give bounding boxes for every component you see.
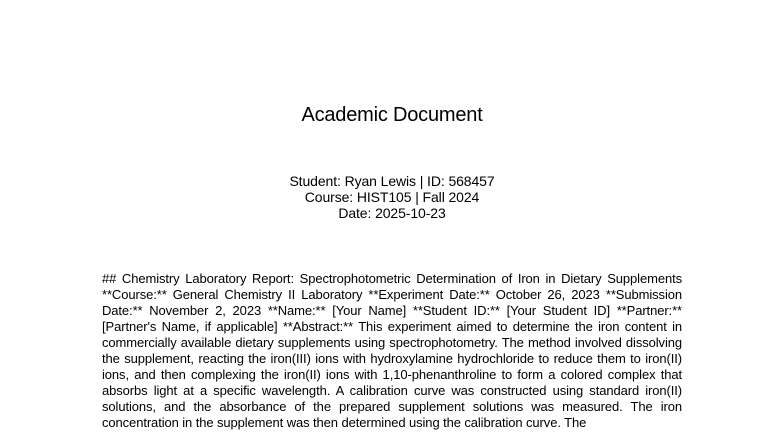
document-title: Academic Document [301, 104, 483, 126]
date-line: Date: 2025-10-23 [338, 205, 446, 221]
document-body: ## Chemistry Laboratory Report: Spectrophotometric Determination of Iron in Dietary Supplements **Course:** General Chemistry II Laboratory **Experiment Date:** October 26, 2023 **Submission Date:** November 2, 2023 **Name:** [Your Name] **Student ID:** [Your Student ID] **Partner:** [Partner's Name, if applicable] **Abstract:** This experiment aimed to determine the iron content in commercially available dietary supplements using spectrophotometry. The method involved dissolving the supplement, reacting the iron(III) ions with hydroxylamine hydrochloride to reduce them to iron(II) ions, and then complexing the iron(II) ions with 1,10-phenanthroline to form a colored complex that absorbs light at a specific wavelength. A calibration curve was constructed using standard iron(II) solutions, and the absorbance of the prepared supplement solutions was measured. The iron concentration in the supplement was then determined using the calibration curve. The [102, 271, 682, 430]
document-meta [0, 173, 784, 221]
course-line: Course: HIST105 | Fall 2024 [304, 189, 480, 205]
student-line: Student: Ryan Lewis | ID: 568457 [289, 173, 495, 189]
